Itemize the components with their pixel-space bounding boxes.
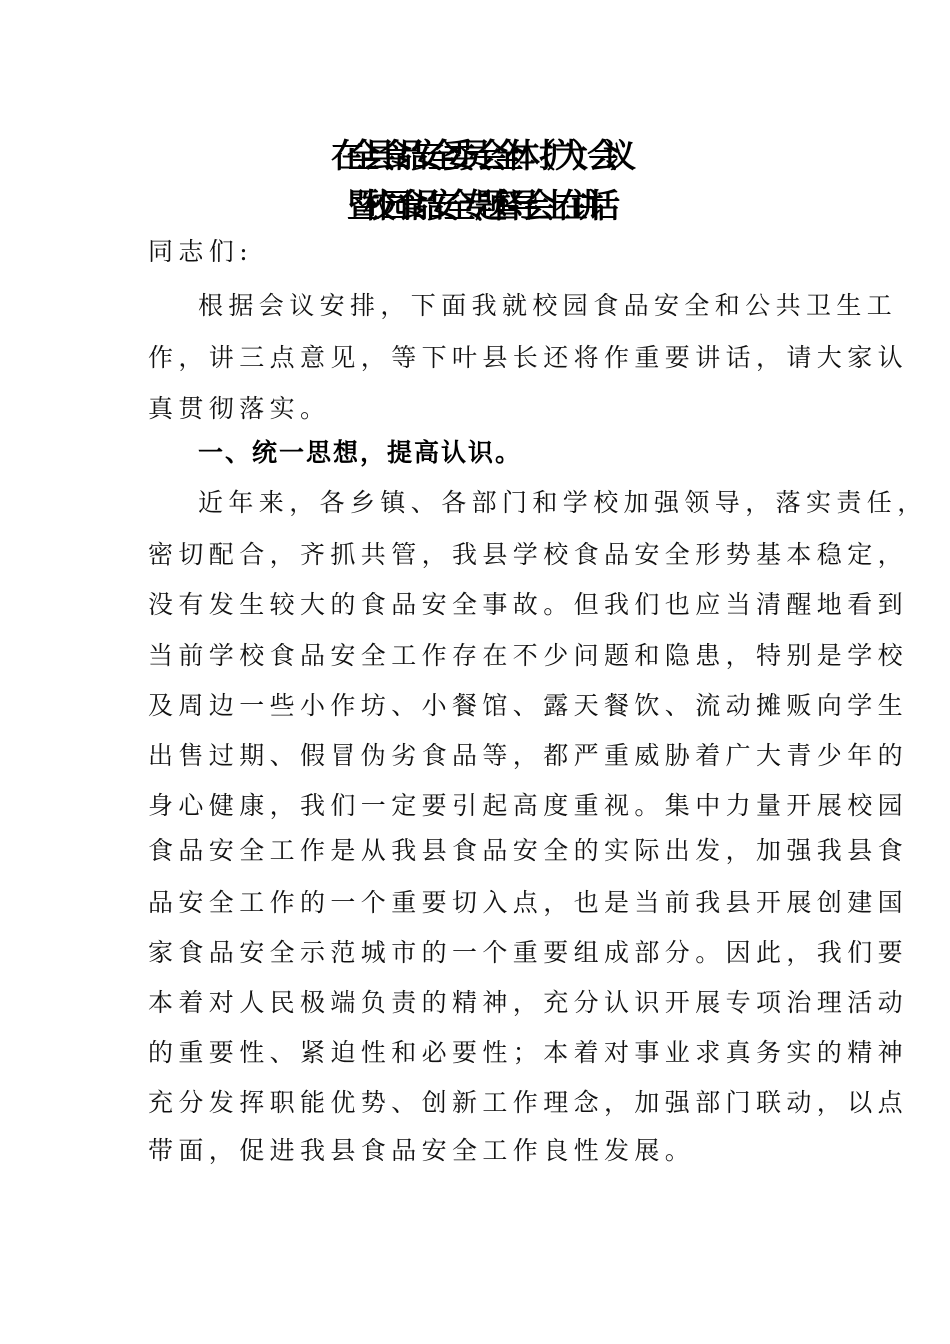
paragraph-1-line-2: 作，讲三点意见，等下叶县长还将作重要讲话，请大家认 [148,343,909,372]
paragraph-2-line-2: 密切配合，齐抓共管，我县学校食品安全形势基本稳定， [148,540,909,569]
paragraph-2-line-11: 本着对人民极端负责的精神，充分认识开展专项治理活动 [148,988,909,1017]
paragraph-2-line-14: 带面，促进我县食品安全工作良性发展。 [148,1136,696,1165]
paragraph-2-line-9: 品安全工作的一个重要切入点，也是当前我县开展创建国 [148,888,909,917]
paragraph-2-line-6: 出售过期、假冒伪劣食品等，都严重威胁着广大青少年的 [148,741,909,770]
paragraph-2-line-13: 充分发挥职能优势、创新工作理念，加强部门联动，以点 [148,1088,909,1117]
salutation: 同志们: [148,237,254,266]
paragraph-2-line-10: 家食品安全示范城市的一个重要组成部分。因此，我们要 [148,938,909,967]
paragraph-1-line-1: 根据会议安排，下面我就校园食品安全和公共卫生工 [198,291,898,320]
paragraph-2-line-7: 身心健康，我们一定要引起高度重视。集中力量开展校园 [148,791,909,820]
paragraph-2-line-4: 当前学校食品安全工作存在不少问题和隐患，特别是学校 [148,641,909,670]
document-title-line-2: 暨校园食品安全专题督导会上在讲话 [347,186,603,225]
paragraph-2-line-1: 近年来，各乡镇、各部门和学校加强领导，落实责任， [198,488,928,517]
paragraph-1-line-3: 真贯彻落实。 [148,394,331,423]
document-title-line-1: 在全县食品安全委员会全体（扩大）会议 [331,136,619,175]
paragraph-2-line-5: 及周边一些小作坊、小餐馆、露天餐饮、流动摊贩向学生 [148,691,909,720]
paragraph-2-line-8: 食品安全工作是从我县食品安全的实际出发，加强我县食 [148,836,909,865]
section-1-heading: 一、统一思想，提高认识。 [198,438,523,467]
paragraph-2-line-3: 没有发生较大的食品安全事故。但我们也应当清醒地看到 [148,590,909,619]
paragraph-2-line-12: 的重要性、紧迫性和必要性；本着对事业求真务实的精神 [148,1038,909,1067]
